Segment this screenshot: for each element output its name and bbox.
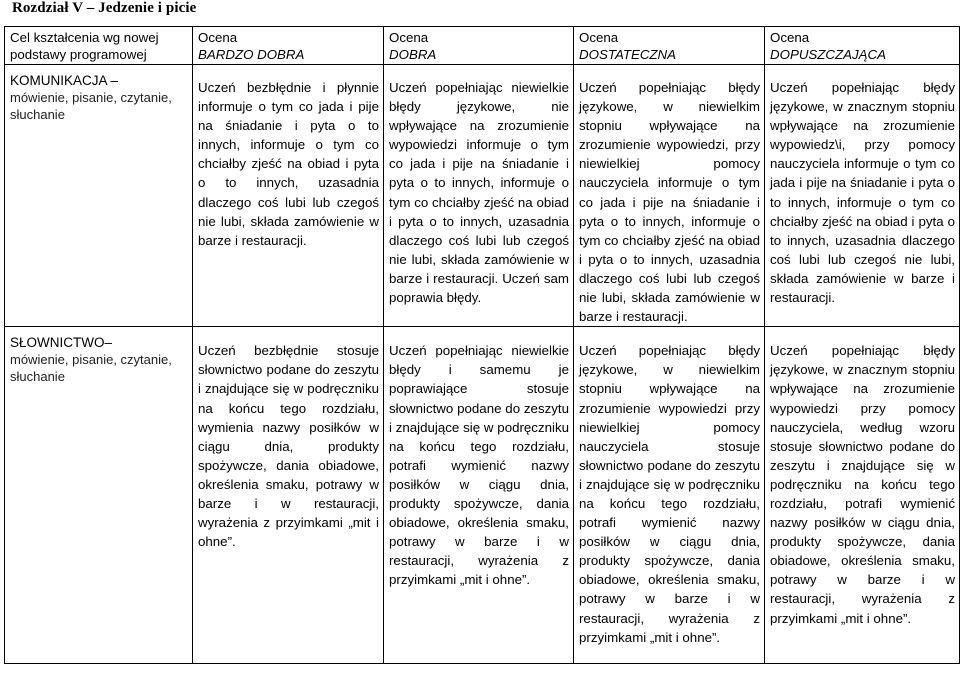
section-title: SŁOWNICTWO–: [10, 335, 113, 351]
section-skills: mówienie, pisanie, czytanie, słuchanie: [10, 90, 172, 122]
criteria-cell: Uczeń popełniając błędy językowe, w znacznym stopniu wpływające na zrozumienie wypowiedz\i, przy pomocy nauczyciela informuje o tym co jada i pije na śniadanie i pyta o to innych, informuje o tym co chciałby zjeść na obiad i pyta o to innych, uzasadnia dlaczego coś lubi lub czegoś nie lubi, składa zamówienie w barze i restauracji.: [765, 65, 960, 327]
criteria-cell: Uczeń bezbłędnie stosuje słownictwo podane do zeszytu i znajdujące się w podręczniku na końcu tego rozdziału, wymienia nazwy posiłków w ciągu dnia, produkty spożywcze, dania obiadowe, określenia smaku, potrawy w barze i w restauracji, wyrażenia z przyimkami „mit i ohne”.: [193, 327, 384, 664]
header-cell-grade-good: [384, 27, 574, 65]
chapter-title: Rozdział V – Jedzenie i picie: [12, 0, 197, 16]
grade-label: Ocena: [198, 30, 238, 45]
header-cell-grade-very-good: [193, 27, 384, 65]
table-row-vocabulary: [5, 327, 960, 664]
criteria-cell: Uczeń popełniając błędy językowe, w niewielkim stopniu wpływające na zrozumienie wypowiedzi, przy niewielkiej pomocy nauczyciela informuje o tym co jada i pije na śniadanie i pyta o to innych, informuje o tym co chciałby zjeść na obiad i pyta o to innych, uzasadnia dlaczego coś lubi lub czegoś nie lubi, składa zamówienie w barze i restauracji.: [574, 65, 765, 327]
criteria-cell: Uczeń popełniając niewielkie błędy językowe, nie wpływające na zrozumienie wypowiedzi informuje o tym co jada i pije na śniadanie i pyta o to innych, informuje o tym co chciałby zjeść na obiad i pyta o to innych, uzasadnia dlaczego coś lubi lub czegoś nie lubi, składa zamówienie w barze i restauracji. Uczeń sam poprawia błędy.: [384, 65, 574, 327]
grade-name-sufficient: DOSTATECZNA: [579, 47, 677, 62]
header-cell-objective: [5, 27, 193, 65]
grading-criteria-table: [4, 26, 960, 664]
grade-label: Ocena: [579, 30, 619, 45]
header-cell-grade-sufficient: [574, 27, 765, 65]
criteria-cell: Uczeń popełniając błędy językowe, w niewielkim stopniu wpływające na zrozumienie wypowiedzi przy niewielkiej pomocy nauczyciela stosuje słownictwo podane do zeszytu i znajdujące się w podręczniku na końcu tego rozdziału, potrafi wymienić nazwy posiłków w ciągu dnia, produkty spożywcze, dania obiadowe, określenia smaku, potrawy w barze i w restauracji, wyrażenia z przyimkami „mit i ohne”.: [574, 327, 765, 664]
section-title: KOMUNIKACJA –: [10, 73, 119, 88]
section-cell-vocabulary: [5, 327, 193, 664]
header-cell-grade-acceptable: [765, 27, 960, 65]
grade-label: Ocena: [770, 30, 810, 45]
section-cell-communication: [5, 65, 193, 327]
grade-label: Ocena: [389, 30, 429, 45]
grade-name-good: DOBRA: [389, 47, 437, 62]
grade-name-very-good: BARDZO DOBRA: [198, 47, 305, 62]
criteria-cell: Uczeń popełniając błędy językowe, w znacznym stopniu wpływające na zrozumienie wypowiedzi przy pomocy nauczyciela, według wzoru stosuje słownictwo podane do zeszytu i znajdujące się w podręczniku na końcu tego rozdziału, potrafi wymienić nazwy posiłków w ciągu dnia, produkty spożywcze, dania obiadowe, określenia smaku, potrawy w barze i w restauracji, wyrażenia z przyimkami „mit i ohne”.: [765, 327, 960, 664]
criteria-cell: Uczeń bezbłędnie i płynnie informuje o tym co jada i pije na śniadanie i pyta o to innych, informuje o tym co chciałby zjeść na obiad i pyta o to innych, uzasadnia dlaczego coś lubi lub czegoś nie lubi, składa zamówienie w barze i restauracji.: [193, 65, 384, 327]
criteria-cell: Uczeń popełniając niewielkie błędy i samemu je poprawiające stosuje słownictwo podane do zeszytu i znajdujące się w podręczniku na końcu tego rozdziału, potrafi wymienić nazwy posiłków w ciągu dnia, produkty spożywcze, dania obiadowe, określenia smaku, potrawy w barze i w restauracji, wyrażenia z przyimkami „mit i ohne”.: [384, 327, 574, 664]
grade-name-acceptable: DOPUSZCZAJĄCA: [770, 47, 886, 62]
table-row-communication: [5, 65, 960, 327]
section-skills: mówienie, pisanie, czytanie, słuchanie: [10, 352, 172, 385]
objective-header-label: Cel kształcenia wg nowej podstawy programowej: [10, 30, 159, 62]
header-row: [5, 27, 960, 65]
